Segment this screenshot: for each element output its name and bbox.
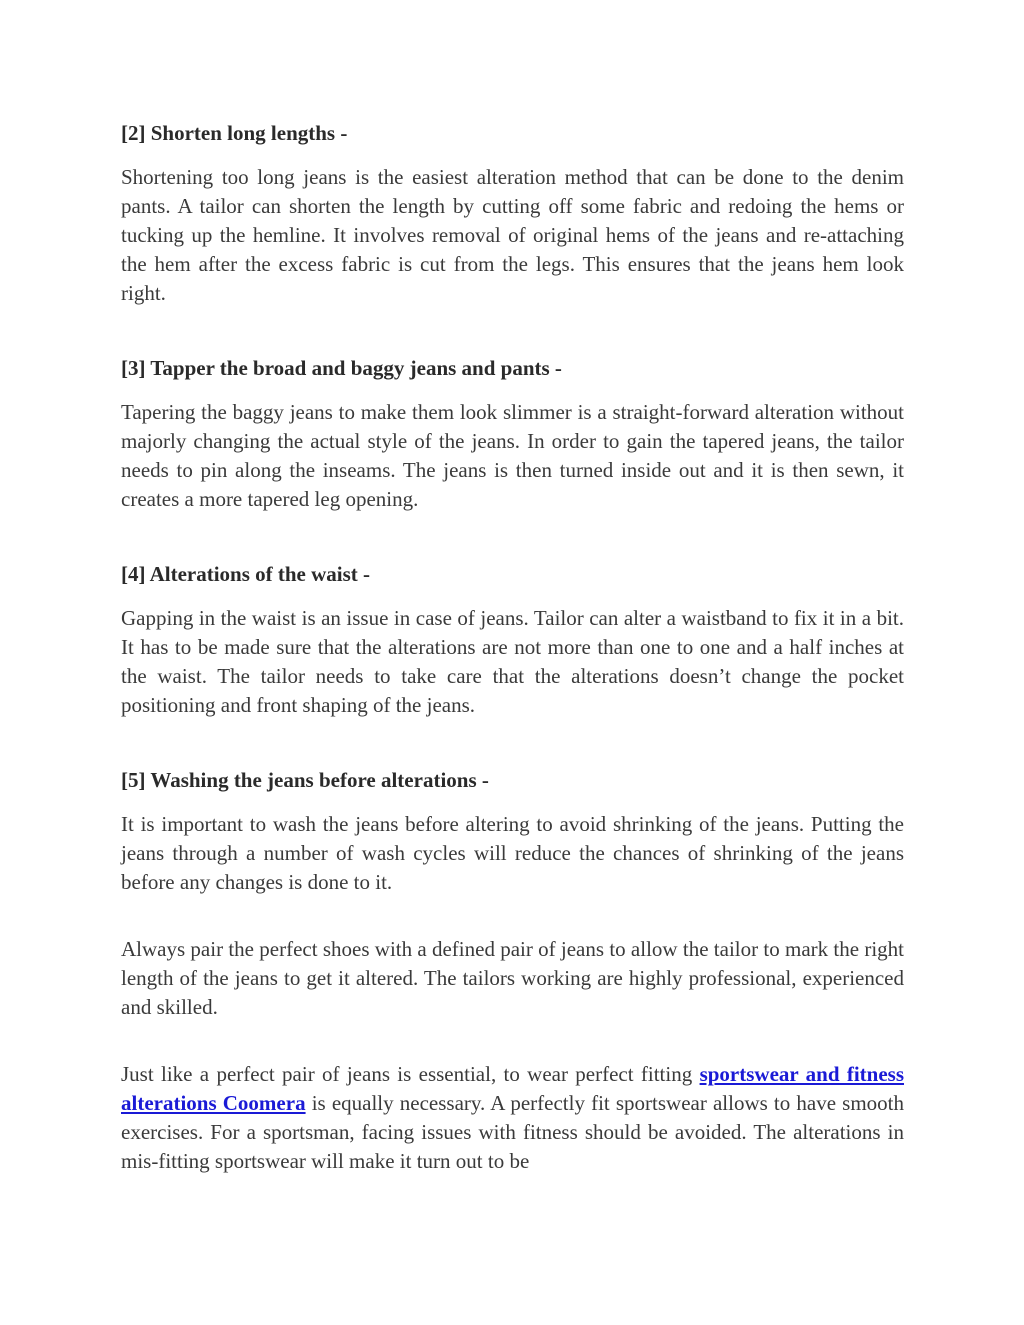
section-body: It is important to wash the jeans before altering to avoid shrinking of the jeans. Putting the jeans through a number of wash cycles will reduce the chances of shrinking of the jeans before any changes is done to it. (121, 812, 904, 894)
document-page (121, 118, 904, 1176)
section-shorten-lengths (121, 118, 904, 308)
section-body: Shortening too long jeans is the easiest alteration method that can be done to the denim pants. A tailor can shorten the length by cutting off some fabric and redoing the hems or tucking up the hemline. It involves removal of original hems of the jeans and re-attaching the hem after the excess fabric is cut from the legs. This ensures that the jeans hem look right. (121, 165, 904, 305)
section-body: Tapering the baggy jeans to make them look slimmer is a straight-forward alteration without majorly changing the actual style of the jeans. In order to gain the tapered jeans, the tailor needs to pin along the inseams. The jeans is then turned inside out and it is then sewn, it creates a more tapered leg opening. (121, 400, 904, 511)
section-heading: [5] Washing the jeans before alterations - (121, 768, 489, 792)
section-heading: [3] Tapper the broad and baggy jeans and pants - (121, 356, 562, 380)
section-heading: [4] Alterations of the waist - (121, 562, 371, 586)
section-taper-jeans (121, 353, 904, 514)
paragraph-text-before-link: Just like a perfect pair of jeans is essential, to wear perfect fitting (121, 1062, 700, 1086)
sportswear-alterations-link[interactable]: sportswear and fitness alterations Coomera (121, 1062, 904, 1115)
paragraph-shoes: Always pair the perfect shoes with a defined pair of jeans to allow the tailor to mark the right length of the jeans to get it altered. The tailors working are highly professional, experienced and skilled. (121, 937, 904, 1019)
paragraph-sportswear (121, 1060, 904, 1176)
section-waist-alterations (121, 559, 904, 720)
section-heading: [2] Shorten long lengths - (121, 121, 348, 145)
section-body: Gapping in the waist is an issue in case of jeans. Tailor can alter a waistband to fix it in a bit. It has to be made sure that the alterations are not more than one to one and a half inches at the waist. The tailor needs to take care that the alterations doesn’t change the pocket positioning and front shaping of the jeans. (121, 606, 904, 717)
paragraph-text-after-link: is equally necessary. A perfectly fit sportswear allows to have smooth exercises. For a sportsman, facing issues with fitness should be avoided. The alterations in mis-fitting sportswear will make it turn out to be (121, 1091, 904, 1173)
section-washing-jeans (121, 765, 904, 897)
